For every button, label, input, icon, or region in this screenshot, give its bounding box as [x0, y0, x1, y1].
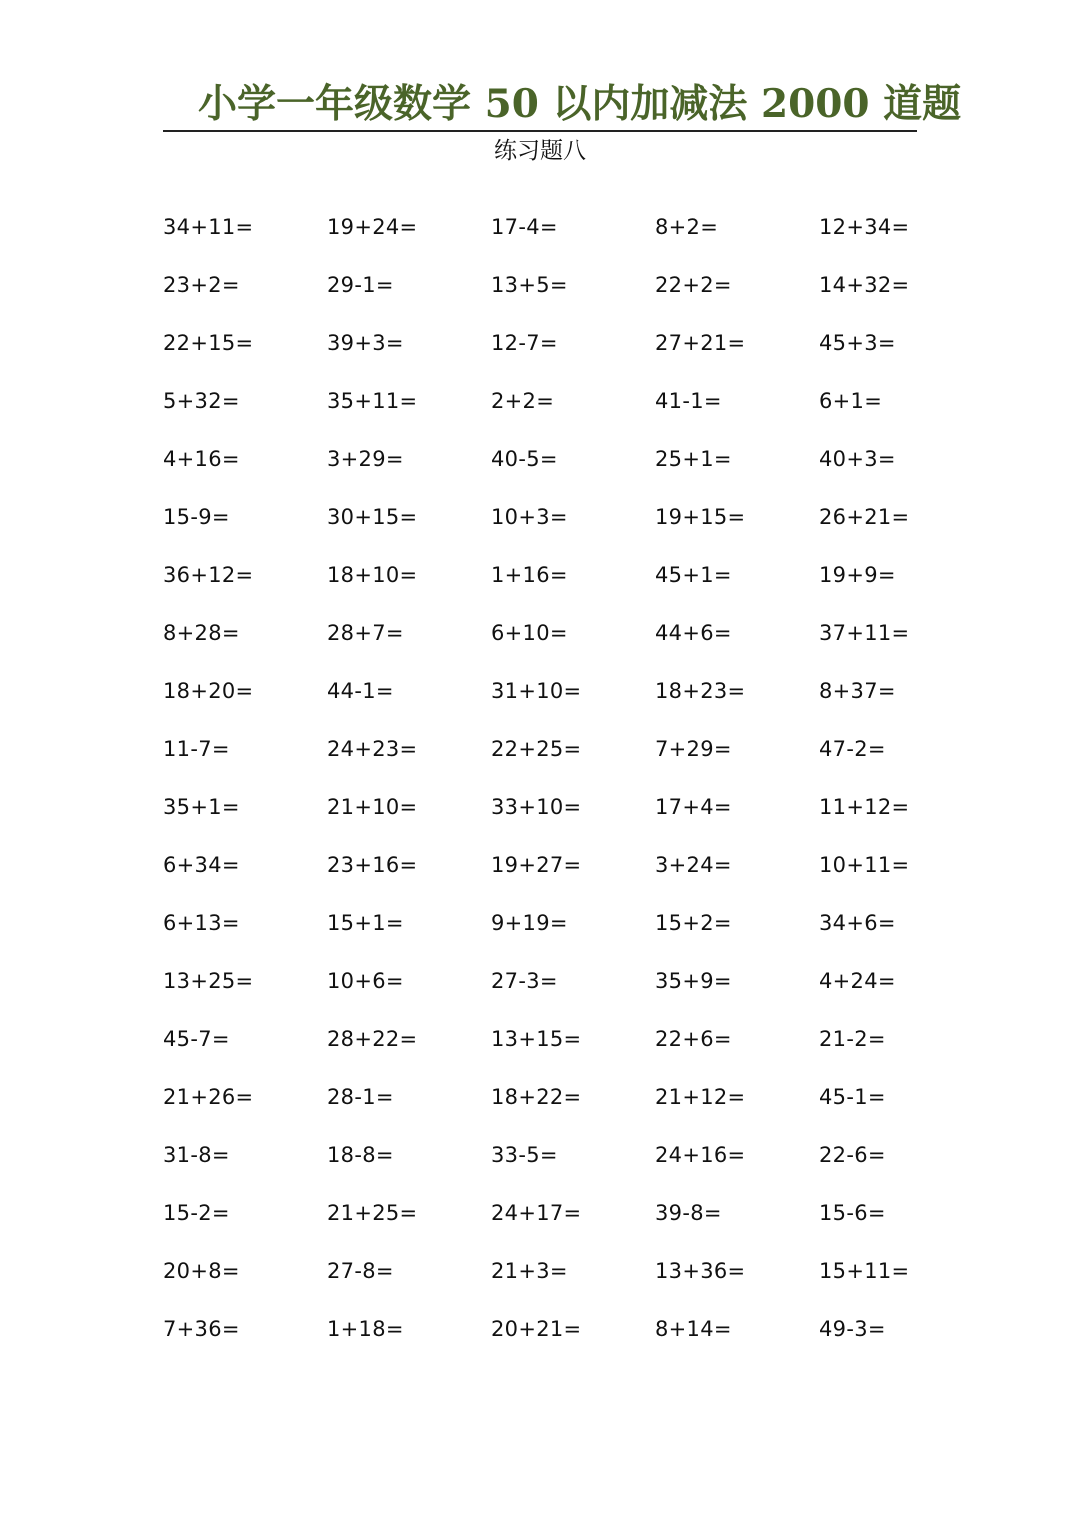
math-problem: 40+3= [819, 447, 896, 471]
math-problem: 6+13= [163, 911, 240, 935]
math-problem: 18+10= [327, 563, 418, 587]
math-problem: 15+2= [655, 911, 732, 935]
page-title: 小学一年级数学 50 以内加减法 2000 道题 [198, 81, 962, 127]
math-problem: 28+22= [327, 1027, 418, 1051]
math-problem: 25+1= [655, 447, 732, 471]
math-problem: 10+11= [819, 853, 910, 877]
problem-row [163, 894, 983, 952]
math-problem: 15+11= [819, 1259, 910, 1283]
math-problem: 2+2= [491, 389, 555, 413]
math-problem: 22+6= [655, 1027, 732, 1051]
math-problem: 15-9= [163, 505, 230, 529]
math-problem: 10+6= [327, 969, 404, 993]
math-problem: 44+6= [655, 621, 732, 645]
math-problem: 27+21= [655, 331, 746, 355]
math-problem: 34+11= [163, 215, 254, 239]
math-problem: 7+29= [655, 737, 732, 761]
problem-row [163, 1068, 983, 1126]
math-problem: 45-7= [163, 1027, 230, 1051]
math-problem: 24+17= [491, 1201, 582, 1225]
math-problem: 23+2= [163, 273, 240, 297]
math-problem: 28+7= [327, 621, 404, 645]
math-problem: 27-3= [491, 969, 558, 993]
math-problem: 21+26= [163, 1085, 254, 1109]
math-problem: 5+32= [163, 389, 240, 413]
math-problem: 3+24= [655, 853, 732, 877]
page-subtitle: 练习题八 [494, 138, 586, 164]
math-problem: 8+14= [655, 1317, 732, 1341]
math-problem: 35+11= [327, 389, 418, 413]
math-problem: 13+15= [491, 1027, 582, 1051]
math-problem: 21-2= [819, 1027, 886, 1051]
math-problem: 30+15= [327, 505, 418, 529]
math-problem: 4+16= [163, 447, 240, 471]
math-problem: 33+10= [491, 795, 582, 819]
math-problem: 24+16= [655, 1143, 746, 1167]
math-problem: 15+1= [327, 911, 404, 935]
math-problem: 36+12= [163, 563, 254, 587]
problem-row [163, 952, 983, 1010]
problem-row [163, 256, 983, 314]
problem-row [163, 1126, 983, 1184]
math-problem: 8+37= [819, 679, 896, 703]
math-problem: 6+10= [491, 621, 568, 645]
problem-row [163, 430, 983, 488]
math-problem: 28-1= [327, 1085, 394, 1109]
math-problem: 19+24= [327, 215, 418, 239]
math-problem: 45+3= [819, 331, 896, 355]
math-problem: 45-1= [819, 1085, 886, 1109]
math-problem: 13+36= [655, 1259, 746, 1283]
math-problem: 17+4= [655, 795, 732, 819]
math-problem: 8+2= [655, 215, 719, 239]
math-problem: 27-8= [327, 1259, 394, 1283]
problem-row [163, 836, 983, 894]
math-problem: 31+10= [491, 679, 582, 703]
math-problem: 20+8= [163, 1259, 240, 1283]
math-problem: 13+25= [163, 969, 254, 993]
math-problem: 39+3= [327, 331, 404, 355]
math-problem: 11-7= [163, 737, 230, 761]
math-problem: 39-8= [655, 1201, 722, 1225]
math-problem: 29-1= [327, 273, 394, 297]
math-problem: 33-5= [491, 1143, 558, 1167]
math-problem: 21+3= [491, 1259, 568, 1283]
math-problem: 21+12= [655, 1085, 746, 1109]
math-problem: 1+18= [327, 1317, 404, 1341]
math-problem: 9+19= [491, 911, 568, 935]
math-problem: 4+24= [819, 969, 896, 993]
math-problem: 22+15= [163, 331, 254, 355]
problem-grid [163, 198, 983, 1358]
math-problem: 47-2= [819, 737, 886, 761]
math-problem: 23+16= [327, 853, 418, 877]
problem-row [163, 720, 983, 778]
math-problem: 41-1= [655, 389, 722, 413]
math-problem: 1+16= [491, 563, 568, 587]
math-problem: 17-4= [491, 215, 558, 239]
problem-row [163, 778, 983, 836]
math-problem: 8+28= [163, 621, 240, 645]
math-problem: 21+10= [327, 795, 418, 819]
math-problem: 15-6= [819, 1201, 886, 1225]
problem-row [163, 662, 983, 720]
problem-row [163, 488, 983, 546]
problem-row [163, 546, 983, 604]
problem-row [163, 1184, 983, 1242]
math-problem: 22+25= [491, 737, 582, 761]
math-problem: 26+21= [819, 505, 910, 529]
math-problem: 10+3= [491, 505, 568, 529]
math-problem: 44-1= [327, 679, 394, 703]
math-problem: 22+2= [655, 273, 732, 297]
math-problem: 6+34= [163, 853, 240, 877]
problem-row [163, 314, 983, 372]
math-problem: 35+1= [163, 795, 240, 819]
problem-row [163, 1242, 983, 1300]
math-problem: 20+21= [491, 1317, 582, 1341]
math-problem: 7+36= [163, 1317, 240, 1341]
math-problem: 18-8= [327, 1143, 394, 1167]
math-problem: 3+29= [327, 447, 404, 471]
problem-row [163, 372, 983, 430]
math-problem: 40-5= [491, 447, 558, 471]
math-problem: 11+12= [819, 795, 910, 819]
problem-row [163, 1300, 983, 1358]
math-problem: 18+20= [163, 679, 254, 703]
math-problem: 22-6= [819, 1143, 886, 1167]
math-problem: 45+1= [655, 563, 732, 587]
problem-row [163, 1010, 983, 1068]
title-underline [163, 130, 917, 132]
math-problem: 18+23= [655, 679, 746, 703]
math-problem: 21+25= [327, 1201, 418, 1225]
problem-row [163, 604, 983, 662]
math-problem: 13+5= [491, 273, 568, 297]
math-problem: 14+32= [819, 273, 910, 297]
math-problem: 15-2= [163, 1201, 230, 1225]
math-problem: 12+34= [819, 215, 910, 239]
math-problem: 12-7= [491, 331, 558, 355]
math-problem: 19+9= [819, 563, 896, 587]
math-problem: 19+15= [655, 505, 746, 529]
problem-row [163, 198, 983, 256]
math-problem: 18+22= [491, 1085, 582, 1109]
math-problem: 35+9= [655, 969, 732, 993]
math-problem: 31-8= [163, 1143, 230, 1167]
math-problem: 37+11= [819, 621, 910, 645]
math-problem: 19+27= [491, 853, 582, 877]
math-problem: 34+6= [819, 911, 896, 935]
math-problem: 49-3= [819, 1317, 886, 1341]
math-problem: 24+23= [327, 737, 418, 761]
math-problem: 6+1= [819, 389, 883, 413]
